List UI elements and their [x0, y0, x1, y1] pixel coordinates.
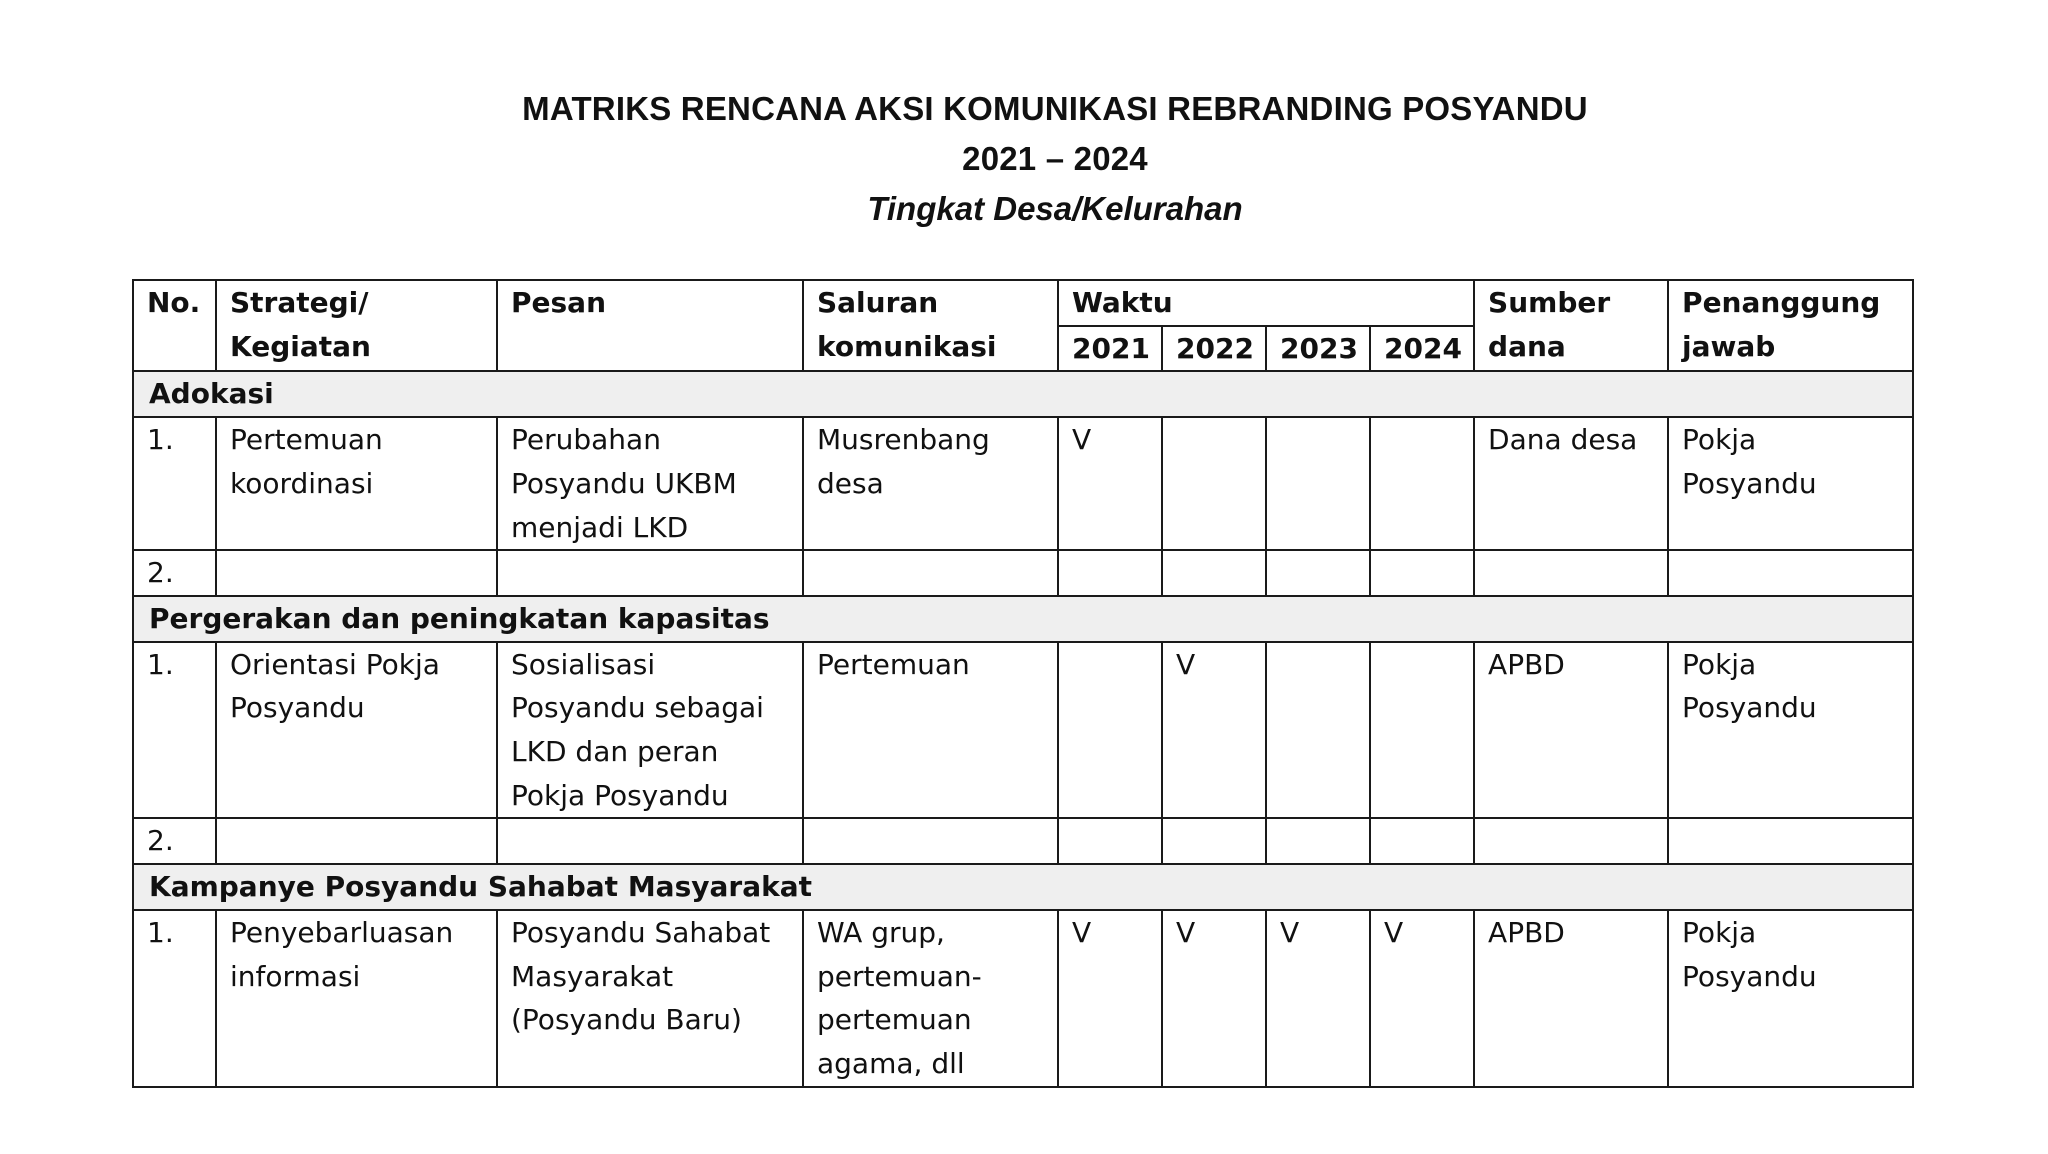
cell-no: 1.	[133, 417, 216, 550]
cell-waktu-2021	[1058, 642, 1162, 819]
cell-waktu-2022: V	[1162, 642, 1266, 819]
cell-saluran: Musrenbang desa	[803, 417, 1058, 550]
table-row	[133, 642, 1913, 819]
cell-no: 1.	[133, 642, 216, 819]
table-row	[133, 910, 1913, 1087]
document-title: MATRIKS RENCANA AKSI KOMUNIKASI REBRANDING POSYANDU	[522, 90, 1588, 127]
cell-penanggung-jawab: Pokja Posyandu	[1668, 910, 1913, 1087]
cell-penanggung-jawab: Pokja Posyandu	[1668, 642, 1913, 819]
header-no: No.	[133, 280, 216, 371]
cell-sumber-dana: APBD	[1474, 642, 1668, 819]
header-pesan: Pesan	[497, 280, 803, 371]
cell-sumber-dana: APBD	[1474, 910, 1668, 1087]
header-year: 2022	[1162, 326, 1266, 372]
cell-waktu-2024: V	[1370, 910, 1474, 1087]
cell-no: 2.	[133, 818, 216, 864]
section-row-kampanye	[133, 864, 1913, 910]
action-plan-table	[132, 279, 1914, 1088]
cell-penanggung-jawab: Pokja Posyandu	[1668, 417, 1913, 550]
header-waktu: Waktu	[1058, 280, 1474, 326]
cell-waktu-2023	[1266, 417, 1370, 550]
header-strategi: Strategi/ Kegiatan	[216, 280, 497, 371]
cell-no: 1.	[133, 910, 216, 1087]
cell-strategi: Orientasi Pokja Posyandu	[216, 642, 497, 819]
document-period: 2021 – 2024	[962, 140, 1148, 177]
header-saluran: Saluran komunikasi	[803, 280, 1058, 371]
cell-no: 2.	[133, 550, 216, 596]
document-header	[0, 84, 2048, 234]
cell-pesan: Sosialisasi Posyandu sebagai LKD dan peran Pokja Posyandu	[497, 642, 803, 819]
cell-saluran: Pertemuan	[803, 642, 1058, 819]
cell-waktu-2021: V	[1058, 910, 1162, 1087]
table-row	[133, 417, 1913, 550]
cell-waktu-2022	[1162, 417, 1266, 550]
section-row-adokasi	[133, 371, 1913, 417]
section-title: Kampanye Posyandu Sahabat Masyarakat	[133, 864, 1913, 910]
header-year: 2021	[1058, 326, 1162, 372]
table-row	[133, 818, 1913, 864]
cell-pesan: Posyandu Sahabat Masyarakat (Posyandu Baru)	[497, 910, 803, 1087]
section-title: Adokasi	[133, 371, 1913, 417]
section-title: Pergerakan dan peningkatan kapasitas	[133, 596, 1913, 642]
document-subtitle: Tingkat Desa/Kelurahan	[867, 190, 1243, 227]
cell-waktu-2024	[1370, 642, 1474, 819]
table-row	[133, 550, 1913, 596]
cell-waktu-2022: V	[1162, 910, 1266, 1087]
cell-strategi: Pertemuan koordinasi	[216, 417, 497, 550]
cell-waktu-2023	[1266, 642, 1370, 819]
cell-sumber-dana: Dana desa	[1474, 417, 1668, 550]
header-sumber-dana: Sumber dana	[1474, 280, 1668, 371]
cell-waktu-2024	[1370, 417, 1474, 550]
cell-pesan: Perubahan Posyandu UKBM menjadi LKD	[497, 417, 803, 550]
header-penanggung-jawab: Penanggung jawab	[1668, 280, 1913, 371]
cell-waktu-2023: V	[1266, 910, 1370, 1087]
header-year: 2023	[1266, 326, 1370, 372]
header-year: 2024	[1370, 326, 1474, 372]
cell-strategi: Penyebarluasan informasi	[216, 910, 497, 1087]
section-row-pergerakan	[133, 596, 1913, 642]
cell-saluran: WA grup, pertemuan- pertemuan agama, dll	[803, 910, 1058, 1087]
cell-waktu-2021: V	[1058, 417, 1162, 550]
table-header-row	[133, 280, 1913, 326]
